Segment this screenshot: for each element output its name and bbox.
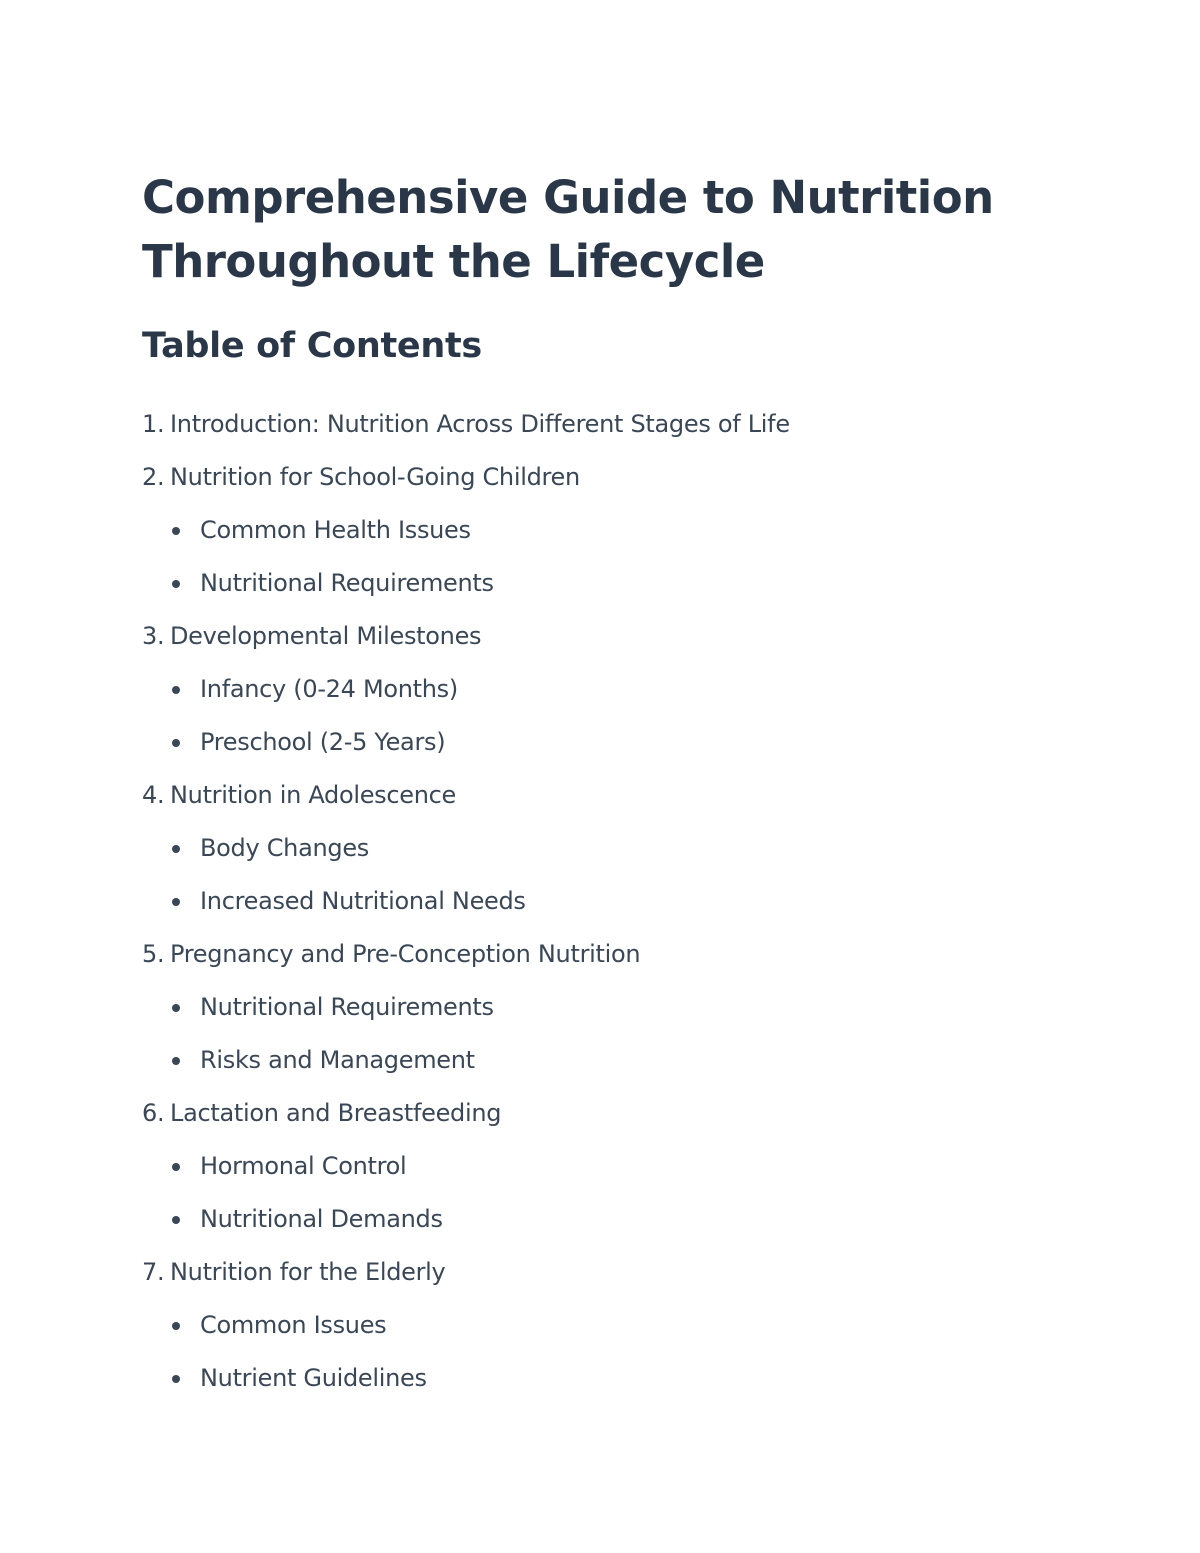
toc-subitem (142, 504, 1042, 557)
toc-subitem-label: Hormonal Control (200, 1152, 407, 1180)
bullet-icon (172, 845, 180, 853)
bullet-icon (172, 1057, 180, 1065)
toc-subitem (142, 875, 1042, 928)
bullet-icon (172, 1322, 180, 1330)
toc-item-label: Developmental Milestones (170, 622, 482, 650)
toc-subitem (142, 1034, 1042, 1087)
toc-item (142, 451, 1042, 504)
toc-subitem (142, 663, 1042, 716)
bullet-icon (172, 898, 180, 906)
toc-subitem-label: Body Changes (200, 834, 370, 862)
toc-item (142, 928, 1042, 981)
document-page (142, 166, 1042, 1405)
bullet-icon (172, 1004, 180, 1012)
toc-item-number: 7. (142, 1258, 165, 1286)
toc-item-number: 3. (142, 622, 165, 650)
toc-subitem-label: Risks and Management (200, 1046, 475, 1074)
toc-subitem-label: Nutritional Requirements (200, 569, 494, 597)
toc-heading: Table of Contents (142, 326, 482, 366)
toc-item-number: 6. (142, 1099, 165, 1127)
bullet-icon (172, 739, 180, 747)
bullet-icon (172, 1216, 180, 1224)
toc-item-label: Pregnancy and Pre-Conception Nutrition (170, 940, 641, 968)
toc-item (142, 1246, 1042, 1299)
toc-subitem-label: Increased Nutritional Needs (200, 887, 526, 915)
toc-item-number: 2. (142, 463, 165, 491)
toc-subitem-label: Common Health Issues (200, 516, 471, 544)
toc-item-number: 5. (142, 940, 165, 968)
toc-subitem-label: Nutrient Guidelines (200, 1364, 427, 1392)
toc-subitem (142, 557, 1042, 610)
toc-subitem (142, 1193, 1042, 1246)
bullet-icon (172, 1163, 180, 1171)
toc-item-label: Nutrition for the Elderly (170, 1258, 446, 1286)
toc-subitem-label: Preschool (2-5 Years) (200, 728, 446, 756)
toc-item (142, 398, 1042, 451)
toc-subitem (142, 822, 1042, 875)
toc-subitem (142, 981, 1042, 1034)
bullet-icon (172, 527, 180, 535)
toc-subitem-label: Common Issues (200, 1311, 387, 1339)
toc-subitem-label: Infancy (0-24 Months) (200, 675, 458, 703)
toc-item (142, 610, 1042, 663)
toc-item (142, 769, 1042, 822)
toc-item (142, 1087, 1042, 1140)
toc-subitem (142, 1352, 1042, 1405)
toc-subitem (142, 1299, 1042, 1352)
toc-list (142, 398, 1042, 1405)
toc-item-label: Lactation and Breastfeeding (170, 1099, 502, 1127)
bullet-icon (172, 580, 180, 588)
toc-subitem-label: Nutritional Demands (200, 1205, 443, 1233)
document-title (142, 166, 1042, 294)
toc-item-number: 1. (142, 410, 165, 438)
bullet-icon (172, 686, 180, 694)
document-title-line-2: Throughout the Lifecycle (142, 235, 765, 288)
toc-item-label: Nutrition in Adolescence (170, 781, 457, 809)
toc-item-label: Introduction: Nutrition Across Different Stages of Life (170, 410, 790, 438)
document-title-line-1: Comprehensive Guide to Nutrition (142, 171, 994, 224)
toc-subitem (142, 716, 1042, 769)
toc-subitem (142, 1140, 1042, 1193)
toc-subitem-label: Nutritional Requirements (200, 993, 494, 1021)
toc-item-number: 4. (142, 781, 165, 809)
bullet-icon (172, 1375, 180, 1383)
toc-item-label: Nutrition for School-Going Children (170, 463, 580, 491)
